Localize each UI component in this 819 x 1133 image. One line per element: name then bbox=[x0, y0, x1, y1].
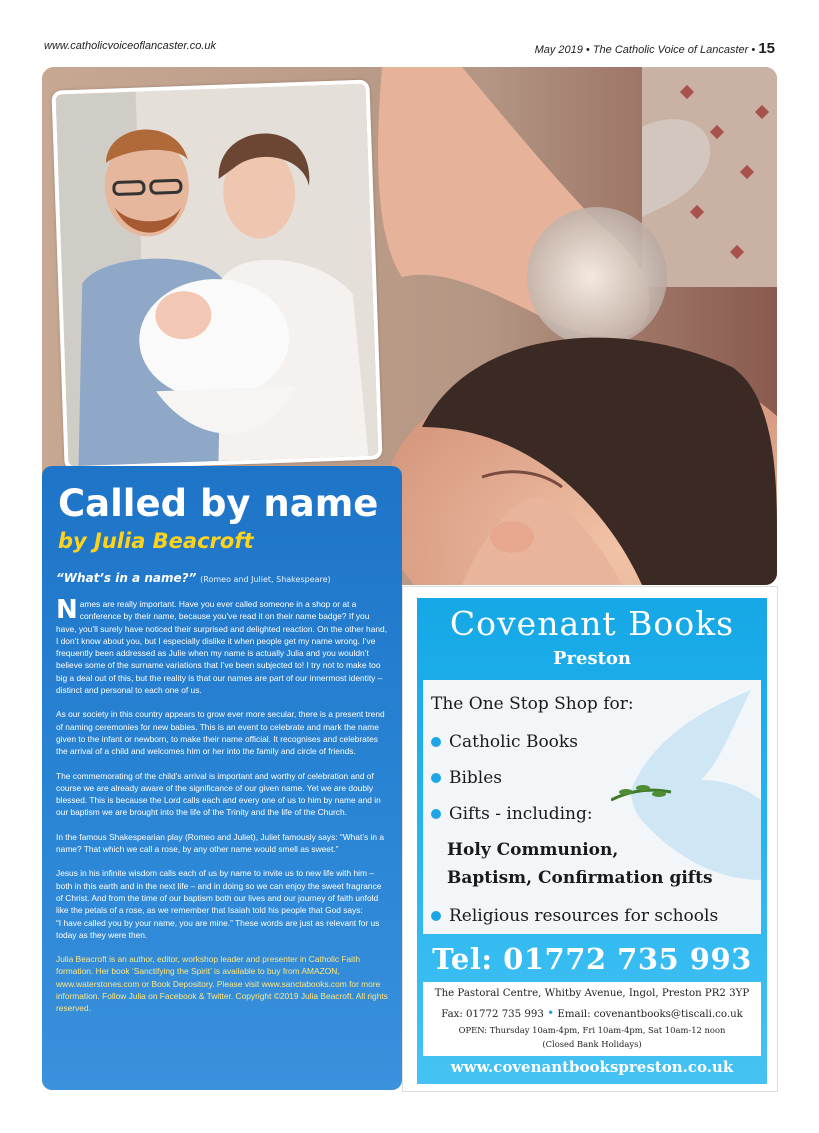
advert-service-list bbox=[429, 730, 718, 940]
article-paragraph-1 bbox=[56, 595, 388, 696]
header-website: www.catholicvoiceoflancaster.co.uk bbox=[44, 40, 217, 52]
advert-shop-name: Covenant Books bbox=[449, 604, 735, 643]
article-paragraph-5b: “I have called you by your name, you are mine.” These words are just as relevant for us today as they were then. bbox=[56, 917, 380, 940]
article-paragraph-2: As our society in this country appears to grow ever more secular, there is a present trend of naming ceremonies for new babies. This is an event to celebrate and mark the name given to the infant or newborn, to make their name official. It recognises and celebrates the arrival of a child and welcomes him or her into the family and circle of friends. bbox=[56, 709, 385, 757]
service-label: Bibles bbox=[449, 768, 503, 788]
advert-hours: OPEN: Thursday 10am-4pm, Fri 10am-4pm, Sat 10am-12 noon bbox=[458, 1025, 726, 1035]
advert-tagline: The One Stop Shop for: bbox=[431, 694, 634, 714]
paragraph-1-text: ames are really important. Have you ever called someone in a shop or at a conference by their name, because you’ve read it on their name badge? If you have, you’ll surely have noticed their surprised and delighted reaction. On the other hand, I don’t know about you, but I especially dislike it when people get my name wrong. I’ve frequently been addressed as Julie when my name is actually Julia and you wouldn’t believe some of the surname variations that I’ve been subjected to! I try not to make too big a deal out of this, but the reality is that our names are part of our innermost identity – distinct and personal to each one of us. bbox=[56, 599, 388, 696]
page-number: 15 bbox=[758, 40, 775, 57]
advert-services-box bbox=[423, 680, 761, 934]
service-label: Catholic Books bbox=[449, 732, 578, 752]
parents-photo bbox=[51, 80, 382, 471]
advert-fax-email bbox=[423, 1006, 761, 1020]
covenant-books-advert bbox=[402, 586, 778, 1092]
service-item-gifts bbox=[429, 802, 718, 838]
advert-fax: Fax: 01772 735 993 bbox=[441, 1009, 544, 1020]
gift-line-baptism: Baptism, Confirmation gifts bbox=[447, 868, 713, 888]
article-paragraph-5a: Jesus in his infinite wisdom calls each of us by name to invite us to new life with him – both in this earth and in the next life – and in doing so we can enjoy the sweet fragrance of Christ. And from the time of our baptism both our lives and our journey of faith unfold like the petals of a rose, as we remember that Isaiah told his people that God says: bbox=[56, 868, 382, 916]
bullet-icon bbox=[431, 737, 441, 747]
article-paragraph-3: The commemorating of the child’s arrival is important and worthy of celebration and of course we are already aware of the significance of our given name. Yet we are doubly blessed. This is because the Lord calls each and every one of us to him by name and in our baptism we are brought into the life of the Trinity and the life of the Church. bbox=[56, 770, 381, 818]
separator-dot-icon: • bbox=[547, 1006, 555, 1020]
article-byline: by Julia Beacroft bbox=[58, 529, 254, 553]
service-label: Gifts - including: bbox=[449, 804, 593, 824]
advert-address: The Pastoral Centre, Whitby Avenue, Ingol, Preston PR2 3YP bbox=[434, 988, 750, 999]
service-item-resources bbox=[429, 904, 718, 940]
advert-email: Email: covenantbooks@tiscali.co.uk bbox=[557, 1009, 743, 1020]
bullet-icon bbox=[431, 809, 441, 819]
author-bio: Julia Beacroft is an author, editor, workshop leader and presenter in Catholic Faith formation. Her book ‘Sanctifying the Spirit’ is available to buy from AMAZON, www.waterstones.com or Book Depository. Please visit www.sanctabooks.com for more information. Follow Julia on Facebook & Twitter. Copyright ©2019 Julia Beacroft. All rights reserved. bbox=[56, 954, 388, 1014]
article-body bbox=[56, 595, 388, 1015]
article-panel bbox=[42, 466, 402, 1090]
advert-website: www.covenantbookspreston.co.uk bbox=[450, 1058, 734, 1076]
quote-text: “What’s in a name?” bbox=[56, 571, 197, 585]
advert-closed-note: (Closed Bank Holidays) bbox=[542, 1039, 642, 1049]
service-item-bibles bbox=[429, 766, 718, 802]
article-paragraph-4: In the famous Shakespearian play (Romeo and Juliet), Juliet famously says: “What’s in a name? That which we call a rose, by any other name would smell as sweet.” bbox=[56, 831, 385, 855]
quote-source: (Romeo and Juliet, Shakespeare) bbox=[200, 575, 331, 584]
header-issue bbox=[535, 40, 775, 57]
article-quote bbox=[56, 570, 388, 588]
bullet-icon bbox=[431, 911, 441, 921]
drop-cap: N bbox=[56, 595, 78, 625]
header-issue-text: May 2019 • The Catholic Voice of Lancaster • bbox=[534, 44, 756, 56]
service-label: Religious resources for schools bbox=[449, 906, 719, 926]
advert-city: Preston bbox=[552, 648, 631, 669]
bullet-icon bbox=[431, 773, 441, 783]
advert-contact-box bbox=[423, 982, 761, 1056]
article-title: Called by name bbox=[58, 482, 379, 525]
advert-background bbox=[417, 598, 767, 1084]
gift-line-communion: Holy Communion, bbox=[447, 840, 619, 860]
advert-telephone: Tel: 01772 735 993 bbox=[432, 942, 752, 976]
service-item-catholic-books bbox=[429, 730, 718, 766]
